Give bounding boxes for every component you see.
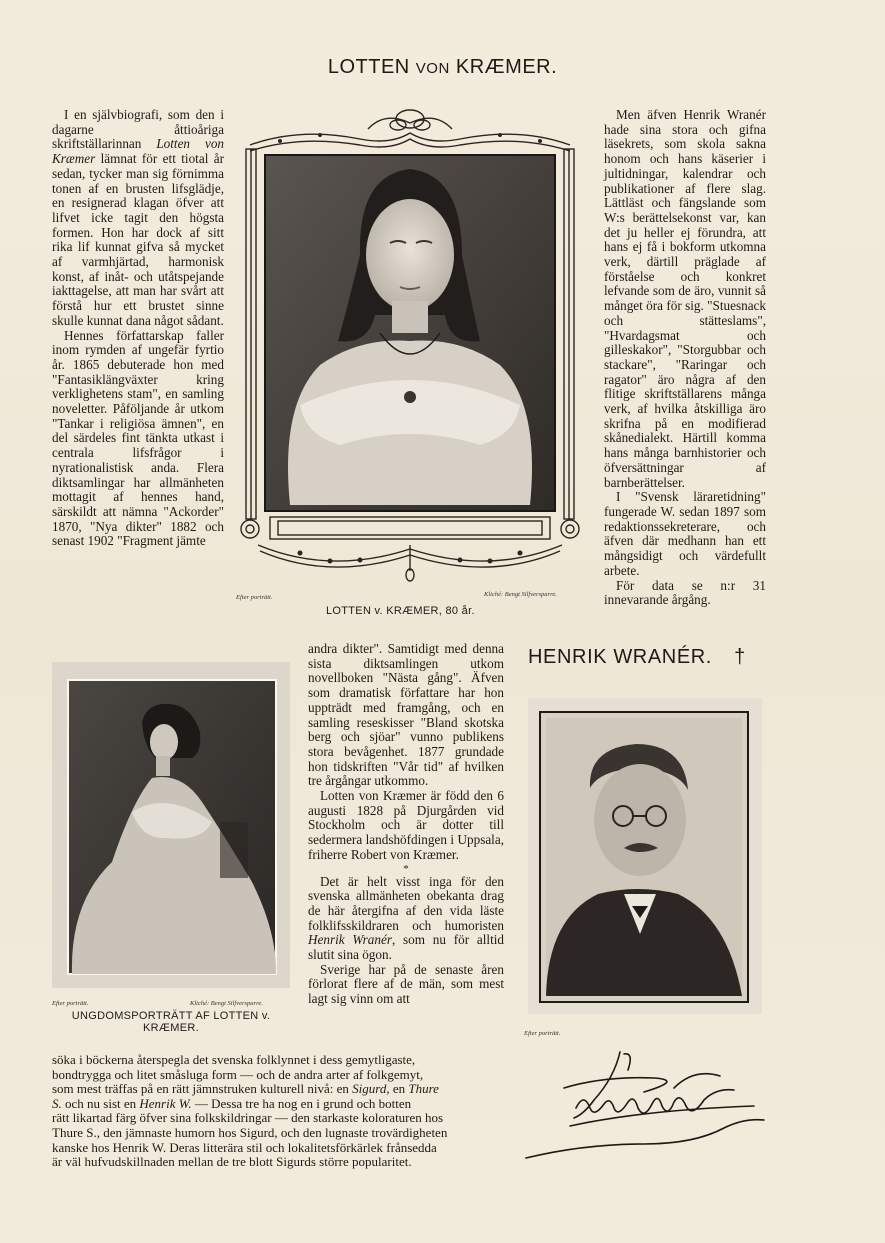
right-column xyxy=(604,108,766,608)
name-henrik: Henrik W. xyxy=(139,1095,192,1111)
middle-text-1: andra dikter". Samtidigt med denna sista diktsamlingen utkom novellboken "Nästa gång". Äfven som dramatisk författare har hon uppträdt med framgång, och en samling reseskisser "Bland skotska berg och sjöar" vunno publikens stora bevågenhet. 1877 grundade hon tidskriften "Vår tid" af hvilken tre årgångar utkommo. xyxy=(308,641,504,789)
bottom-line-1: söka i böckerna återspegla det svenska folklynnet i dess gemytligaste, xyxy=(52,1052,416,1067)
middle-text-3: Det är helt visst inga för den svenska allmänheten obekanta drag de här återgifna af den vida lästе folklifsskildraren och humoristen xyxy=(308,873,504,933)
page-title xyxy=(0,56,885,79)
middle-column xyxy=(308,642,504,1007)
bottom-line-3 xyxy=(52,1082,504,1097)
name-sigurd: Sigurd, xyxy=(352,1081,390,1097)
left-column xyxy=(52,108,224,549)
title-part3: KRÆMER. xyxy=(449,56,558,78)
young-portrait-mount xyxy=(52,662,290,988)
bottom-line-4 xyxy=(52,1097,504,1112)
wraner-portrait xyxy=(528,698,762,1014)
bottom-line-2: bondtrygga och litet småsluga form — och de andra arter af folkgemyt, xyxy=(52,1066,424,1082)
bottom-line-5: rätt likartad färg öfver sina folkskildringar — den starkaste koloraturen hos xyxy=(52,1110,444,1126)
name-thure-s: S. xyxy=(52,1095,62,1111)
young-caption-line-1: UNGDOMSPORTRÄTT AF LOTTEN v. xyxy=(71,1010,271,1022)
right-text-1: Men äfven Henrik Wranér hade sina stora och gifna läsekrets, som skola sakna honom och hans käserier i jultidningar, kalendrar och publikationer af flere slag. Lättläst och fängslande som W:s berättelsekonst var, kan det ju heller ej förundra, att hans ej få i bokform utkomna verk, därtill präglade af förståelse och konkret lefvande som de äro, vunnit så månget öra för sig. "Stuesnack och stätteslams", "Hvardagsmat och gilleskakor", "Storgubbar och stackare", "Raringar och ragator" äro några af den flitige skriftställarens många verk, af hvilka åtskilliga äro skrifna på en modifierad skånedialekt. Härtill komma hans många barnhistorier och öfversättningar af barnberättelser. xyxy=(604,107,766,490)
title-part1: LOTTEN xyxy=(327,56,416,78)
right-text-2: I "Svensk läraretidning" fungerade W. sedan 1897 som redaktionssekreterare, och äfven där medhann han ett mångsidigt och värdefullt arbete. xyxy=(604,489,766,578)
young-portrait-credit-left: Efter porträtt. xyxy=(52,1000,89,1007)
wraner-portrait-credit: Efter porträtt. xyxy=(524,1030,561,1037)
right-text-3: För data se n:r 31 innevarande årgång. xyxy=(604,577,766,608)
middle-text-5: Sverige har på de senaste åren förlorat flere af de män, som mest lagt sig vinn om att xyxy=(308,961,504,1007)
left-text-2: lämnat för ett tiotal år sedan, tycker man sig förnimma tonen af en brusten lifsglädje, en resignerad klagan öfver att lifvet icke tagit den högsta formen. Hon har dock af sitt rika lif kunnat gifva så mycket af varmhjärtad, harmonisk konst, af inåt- och utåtspejande iakttagelse, att man har svårt att förstå hur ett brustet sinne skulle kunnat dana något sådant. xyxy=(52,151,224,328)
main-portrait-caption: LOTTEN v. KRÆMER, 80 år. xyxy=(326,605,475,617)
main-portrait-credit-right: Kliché: Bengt Silfversparre. xyxy=(484,591,557,598)
bottom-line-3b: en xyxy=(389,1081,409,1097)
young-portrait-credit-right: Kliché: Bengt Silfversparre. xyxy=(190,1000,263,1007)
wraner-heading-text: HENRIK WRANÉR. xyxy=(528,646,712,668)
left-text-1: I en självbiografi, som den i dagarne åttioåriga skriftställarinnan xyxy=(52,107,224,152)
section-divider-star: * xyxy=(403,862,409,875)
main-portrait-credit-left: Efter porträtt. xyxy=(236,594,273,601)
wraner-heading xyxy=(528,646,746,669)
left-text-name: Lotten von Kræmer xyxy=(52,136,225,167)
bottom-paragraph xyxy=(52,1053,504,1170)
middle-text-2: Lotten von Kræmer är född den 6 augusti 1828 på Djurgården vid Stockholm och är dotter till sedermera landshöfdingen i Uppsala, friherre Robert von Kræmer. xyxy=(308,788,504,862)
middle-text-name: Henrik Wranér xyxy=(308,932,392,948)
middle-text-4: , som nu för alltid slutit sina ögon. xyxy=(308,932,505,963)
main-portrait-frame xyxy=(240,105,580,595)
young-portrait xyxy=(52,662,290,988)
bottom-line-6: Thure S., den jämnaste humorn hos Sigurd, och den lugnaste trovärdigheten xyxy=(52,1124,448,1140)
ornamental-frame xyxy=(240,105,580,595)
name-thure: Thure xyxy=(408,1081,439,1097)
young-portrait-caption xyxy=(52,1010,290,1034)
wraner-portrait-mount xyxy=(528,698,762,1014)
young-caption-line-2: KRÆMER. xyxy=(143,1022,199,1034)
signature-image xyxy=(524,1048,774,1168)
left-text-3: Hennes författarskap faller inom rymden af ungefär fyrtio år. 1865 debuterade hon med "Fantasiklängväxter kring verklighetens stam", en samling noveletter. Påföljande år utkom "Tankar i religiösa ämnen", en del särdeles fint tänkta utkast i centrala lifsfrågor i nyrationalistisk anda. Flera diktsamlingar har allmänheten mottagit af hennes hand, särskildt att nämna "Ackorder" 1870, "Nya dikter" 1882 och senast 1902 "Fragment jämte xyxy=(52,327,224,549)
wraner-signature xyxy=(524,1048,774,1168)
bottom-line-8: är väl hufvudskillnaden mellan de tre blott Sigurds större popularitet. xyxy=(52,1154,412,1170)
bottom-line-7: kanske hos Henrik W. Deras litterära stil och lokalitetsförkärlek frånsedda xyxy=(52,1139,437,1155)
bottom-line-4a: och nu sist en xyxy=(61,1095,140,1111)
bottom-line-3a: som mest träffas på en rätt jämnstruken kulturell nivå: en xyxy=(52,1081,353,1097)
cross-symbol: † xyxy=(734,646,746,668)
title-part2: VON xyxy=(415,60,450,77)
bottom-line-4b: — Dessa tre ha nog en i grund och botten xyxy=(191,1095,412,1111)
portrait-face xyxy=(366,199,454,311)
